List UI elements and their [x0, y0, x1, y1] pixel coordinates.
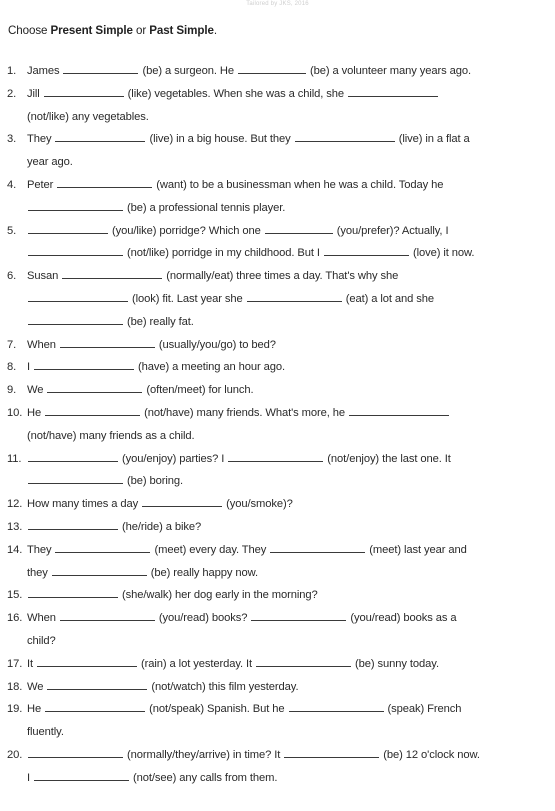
exercise-text-segment: (you/read) books? [155, 612, 251, 625]
exercise-text-segment: (not/see) any calls from them. [130, 771, 278, 784]
exercise-line [0, 516, 555, 539]
exercise-number: 19. [7, 703, 23, 716]
exercise-text-segment: We [27, 680, 47, 693]
answer-blank[interactable] [349, 404, 449, 416]
exercise-text [27, 379, 254, 402]
exercise-number: 4. [7, 178, 17, 191]
exercise-line [0, 402, 555, 425]
exercise-text [27, 83, 439, 106]
answer-blank[interactable] [47, 381, 142, 393]
exercise-text-segment: He [27, 406, 45, 419]
exercise-text [27, 539, 467, 562]
exercise-text [27, 767, 277, 790]
exercise-text-segment: (have) a meeting an hour ago. [135, 361, 286, 374]
exercise-text [27, 60, 471, 83]
exercise-text-segment: (be) 12 o'clock now. [380, 748, 480, 761]
answer-blank[interactable] [62, 267, 162, 279]
exercise-text-segment: (meet) every day. They [151, 543, 270, 556]
exercise-text [27, 721, 64, 744]
exercise-number: 11. [7, 452, 22, 465]
answer-blank[interactable] [247, 290, 342, 302]
exercise-text-segment: (be) really happy now. [147, 566, 259, 579]
exercise-text [27, 128, 470, 151]
exercise-number: 9. [7, 384, 17, 397]
answer-blank[interactable] [47, 678, 147, 690]
answer-blank[interactable] [45, 700, 145, 712]
exercise-line [0, 242, 555, 265]
exercise-line [0, 106, 555, 129]
exercise-line [0, 425, 555, 448]
exercise-text-segment: child? [27, 634, 56, 647]
exercise-line [0, 744, 555, 767]
exercise-text-segment: (often/meet) for lunch. [143, 384, 254, 397]
exercise-text [27, 106, 149, 129]
instructions-prefix: Choose [8, 24, 51, 37]
exercise-text [27, 265, 398, 288]
exercise-text [27, 516, 201, 539]
answer-blank[interactable] [28, 746, 123, 758]
answer-blank[interactable] [34, 769, 129, 781]
answer-blank[interactable] [295, 130, 395, 142]
instructions-present-simple: Present Simple [50, 24, 133, 37]
answer-blank[interactable] [28, 290, 128, 302]
exercise-text-segment: (live) in a flat a [395, 133, 470, 146]
exercise-text-segment: (like) vegetables. When she was a child, she [124, 87, 348, 100]
exercise-line [0, 562, 555, 585]
exercise-line [0, 265, 555, 288]
exercise-text-segment: They [27, 543, 55, 556]
exercise-line [0, 539, 555, 562]
answer-blank[interactable] [289, 700, 384, 712]
answer-blank[interactable] [34, 358, 134, 370]
exercise-line [0, 630, 555, 653]
answer-blank[interactable] [63, 62, 138, 74]
exercise-text-segment: They [27, 133, 55, 146]
exercise-line [0, 288, 555, 311]
exercise-number: 10. [7, 406, 23, 419]
exercise-line [0, 151, 555, 174]
exercise-number: 6. [7, 270, 17, 283]
exercise-text [27, 676, 298, 699]
answer-blank[interactable] [60, 336, 155, 348]
exercise-text-segment: When [27, 612, 59, 625]
exercise-text [27, 311, 194, 334]
exercise-text-segment: (rain) a lot yesterday. It [138, 657, 256, 670]
exercise-number: 13. [7, 520, 23, 533]
exercise-line [0, 448, 555, 471]
exercise-line [0, 220, 555, 243]
answer-blank[interactable] [238, 62, 306, 74]
exercise-text-segment: year ago. [27, 156, 73, 169]
exercise-text-segment: It [27, 657, 37, 670]
exercise-text-segment: When [27, 338, 59, 351]
answer-blank[interactable] [228, 450, 323, 462]
exercise-text [27, 151, 73, 174]
exercise-text-segment: (she/walk) her dog early in the morning? [119, 589, 318, 602]
answer-blank[interactable] [44, 85, 124, 97]
exercise-text-segment: (he/ride) a bike? [119, 520, 202, 533]
exercise-text [27, 448, 451, 471]
exercise-text-segment: (meet) last year and [366, 543, 467, 556]
exercise-text-segment: (love) it now. [409, 247, 475, 260]
exercise-text [27, 744, 480, 767]
answer-blank[interactable] [55, 541, 150, 553]
exercise-text-segment: He [27, 703, 45, 716]
answer-blank[interactable] [55, 130, 145, 142]
instructions-suffix: . [213, 24, 217, 37]
exercise-text-segment: (you/enjoy) parties? I [119, 452, 228, 465]
exercise-line [0, 584, 555, 607]
exercise-number: 12. [7, 498, 23, 511]
exercise-text [27, 584, 318, 607]
exercise-text-segment: (normally/eat) three times a day. That's why she [163, 270, 399, 283]
exercise-text [27, 242, 474, 265]
answer-blank[interactable] [28, 472, 123, 484]
answer-blank[interactable] [28, 199, 123, 211]
exercise-text-segment: (look) fit. Last year she [129, 292, 246, 305]
exercise-line [0, 721, 555, 744]
answer-blank[interactable] [28, 244, 123, 256]
exercise-text [27, 562, 258, 585]
exercise-text-segment: (not/speak) Spanish. But he [146, 703, 288, 716]
answer-blank[interactable] [251, 609, 346, 621]
exercise-text-segment: (not/have) many friends as a child. [27, 429, 195, 442]
exercise-text-segment: (be) a surgeon. He [139, 65, 237, 77]
exercise-line [0, 311, 555, 334]
answer-blank[interactable] [284, 746, 379, 758]
exercise-text [27, 425, 195, 448]
exercise-number: 3. [7, 133, 17, 146]
answer-blank[interactable] [28, 450, 118, 462]
exercise-text [27, 698, 461, 721]
answer-blank[interactable] [142, 495, 222, 507]
exercise-line [0, 356, 555, 379]
exercise-text-segment: (not/have) many friends. What's more, he [141, 406, 348, 419]
answer-blank[interactable] [348, 85, 438, 97]
exercise-text [27, 220, 448, 243]
exercise-text [27, 470, 183, 493]
exercise-text-segment: (be) a professional tennis player. [124, 201, 286, 214]
exercise-number: 7. [7, 338, 17, 351]
exercise-number: 2. [7, 87, 17, 100]
exercise-text-segment: (not/enjoy) the last one. It [324, 452, 451, 465]
exercise-text [27, 630, 56, 653]
exercise-text-segment: Susan [27, 270, 62, 283]
answer-blank[interactable] [265, 222, 333, 234]
exercise-number: 16. [7, 612, 23, 625]
exercise-text-segment: I [27, 361, 34, 374]
exercise-text [27, 402, 450, 425]
answer-blank[interactable] [45, 404, 140, 416]
answer-blank[interactable] [28, 518, 118, 530]
exercise-line [0, 653, 555, 676]
exercise-text-segment: (speak) French [384, 703, 462, 716]
exercise-text-segment: We [27, 384, 47, 397]
exercise-text-segment: (be) really fat. [124, 315, 194, 328]
exercise-line [0, 174, 555, 197]
exercise-line [0, 83, 555, 106]
exercise-text-segment: James [27, 65, 63, 77]
exercise-text [27, 174, 443, 197]
exercise-text-segment: (not/like) any vegetables. [27, 110, 149, 123]
exercise-line [0, 698, 555, 721]
exercise-line [0, 379, 555, 402]
exercise-text-segment: (usually/you/go) to bed? [155, 338, 276, 351]
answer-blank[interactable] [37, 655, 137, 667]
exercise-line [0, 767, 555, 790]
exercise-text-segment: How many times a day [27, 498, 142, 511]
exercise-text [27, 356, 285, 379]
exercise-text-segment: (you/read) books as a [347, 612, 457, 625]
exercise-text-segment: (eat) a lot and she [342, 292, 434, 305]
exercise-number: 18. [7, 680, 23, 693]
exercise-text-segment: I [27, 771, 34, 784]
exercise-text-segment: (be) sunny today. [352, 657, 439, 670]
exercise-text-segment: they [27, 566, 51, 579]
answer-blank[interactable] [28, 313, 123, 325]
answer-blank[interactable] [52, 564, 147, 576]
exercise-text-segment: (you/like) porridge? Which one [109, 224, 264, 237]
instructions-past-simple: Past Simple [149, 24, 214, 37]
answer-blank[interactable] [57, 176, 152, 188]
instructions-middle: or [132, 24, 150, 37]
exercise-number: 1. [7, 65, 17, 77]
exercise-text [27, 607, 456, 630]
exercise-text-segment: (want) to be a businessman when he was a child. Today he [153, 178, 444, 191]
exercise-text [27, 288, 434, 311]
exercise-list [0, 60, 555, 790]
instructions [8, 24, 217, 37]
exercise-text-segment: (be) boring. [124, 475, 184, 488]
exercise-text-segment: Jill [27, 87, 43, 100]
exercise-text-segment: (normally/they/arrive) in time? It [124, 748, 284, 761]
answer-blank[interactable] [60, 609, 155, 621]
exercise-text [27, 493, 293, 516]
exercise-text-segment: (not/like) porridge in my childhood. But I [124, 247, 323, 260]
exercise-line [0, 676, 555, 699]
answer-blank[interactable] [28, 222, 108, 234]
exercise-number: 17. [7, 657, 23, 670]
exercise-text [27, 334, 276, 357]
exercise-text-segment: (not/watch) this film yesterday. [148, 680, 299, 693]
exercise-text-segment: (you/prefer)? Actually, I [333, 224, 449, 237]
exercise-number: 15. [7, 589, 23, 602]
exercise-number: 14. [7, 543, 23, 556]
answer-blank[interactable] [324, 244, 409, 256]
exercise-number: 20. [7, 748, 23, 761]
exercise-number: 5. [7, 224, 17, 237]
exercise-line [0, 607, 555, 630]
exercise-line [0, 128, 555, 151]
exercise-text-segment: (be) a volunteer many years ago. [306, 65, 471, 77]
answer-blank[interactable] [270, 541, 365, 553]
exercise-text-segment: Peter [27, 178, 57, 191]
exercise-line [0, 197, 555, 220]
exercise-text-segment: fluently. [27, 726, 64, 739]
exercise-number: 8. [7, 361, 17, 374]
answer-blank[interactable] [28, 586, 118, 598]
exercise-text-segment: (you/smoke)? [223, 498, 293, 511]
answer-blank[interactable] [256, 655, 351, 667]
exercise-text [27, 197, 285, 220]
exercise-text [27, 653, 439, 676]
exercise-line [0, 334, 555, 357]
exercise-text-segment: (live) in a big house. But they [146, 133, 294, 146]
exercise-line [0, 470, 555, 493]
exercise-line [0, 60, 555, 83]
watermark: Tailored by JKS, 2016 [246, 1, 309, 7]
exercise-line [0, 493, 555, 516]
